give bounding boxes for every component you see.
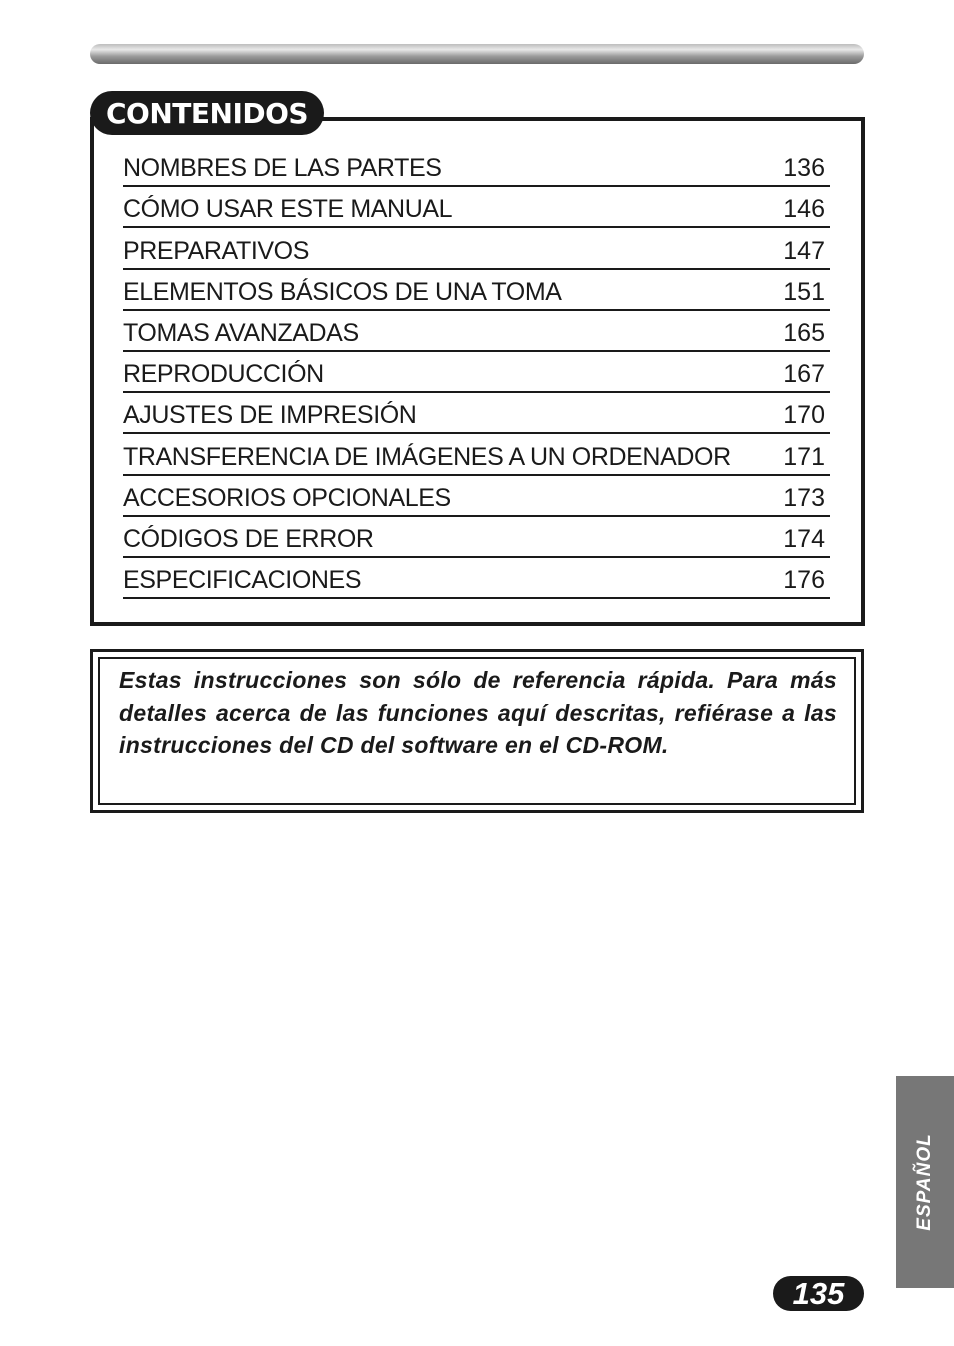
toc-entry[interactable] [123, 517, 830, 558]
toc-entry-page: 146 [783, 195, 825, 224]
toc-entry[interactable] [123, 187, 830, 228]
toc-entry-label: CÓDIGOS DE ERROR [123, 524, 374, 553]
toc-entry-page: 171 [783, 442, 825, 471]
toc-entry-label: AJUSTES DE IMPRESIÓN [123, 401, 417, 430]
toc-entry-page: 170 [783, 401, 825, 430]
toc-entry[interactable] [123, 146, 830, 187]
toc-entry[interactable] [123, 352, 830, 393]
toc-entry-label: ACCESORIOS OPCIONALES [123, 483, 451, 512]
toc-entry[interactable] [123, 228, 830, 269]
toc-entry-page: 151 [783, 277, 825, 306]
toc-entry[interactable] [123, 434, 830, 475]
toc-entry-label: NOMBRES DE LAS PARTES [123, 154, 442, 183]
toc-entry[interactable] [123, 476, 830, 517]
table-of-contents [123, 146, 830, 599]
toc-entry[interactable] [123, 311, 830, 352]
toc-entry[interactable] [123, 393, 830, 434]
toc-entry-label: CÓMO USAR ESTE MANUAL [123, 195, 453, 224]
language-tab [896, 1076, 954, 1288]
toc-entry-page: 176 [783, 566, 825, 595]
toc-entry-label: ESPECIFICACIONES [123, 566, 362, 595]
note-text: Estas instrucciones son sólo de referencia rápida. Para más detalles acerca de las funciones aquí descritas, refiérase a las instrucciones del CD del software en el CD-ROM. [119, 667, 837, 758]
toc-entry[interactable] [123, 558, 830, 599]
toc-entry-page: 136 [783, 154, 825, 183]
toc-entry-label: TRANSFERENCIA DE IMÁGENES A UN ORDENADOR [123, 442, 731, 471]
toc-entry-page: 165 [783, 318, 825, 347]
section-title: CONTENIDOS [90, 91, 324, 135]
toc-entry-page: 173 [783, 483, 825, 512]
toc-entry-label: REPRODUCCIÓN [123, 360, 324, 389]
toc-entry-label: TOMAS AVANZADAS [123, 318, 359, 347]
toc-entry-page: 147 [783, 236, 825, 265]
toc-entry-page: 167 [783, 360, 825, 389]
page-number: 135 [773, 1276, 864, 1311]
language-tab-label: ESPAÑOL [914, 1133, 935, 1231]
toc-entry-label: PREPARATIVOS [123, 236, 309, 265]
toc-entry-label: ELEMENTOS BÁSICOS DE UNA TOMA [123, 277, 562, 306]
toc-entry-page: 174 [783, 524, 825, 553]
toc-entry[interactable] [123, 270, 830, 311]
header-bar [90, 44, 864, 64]
